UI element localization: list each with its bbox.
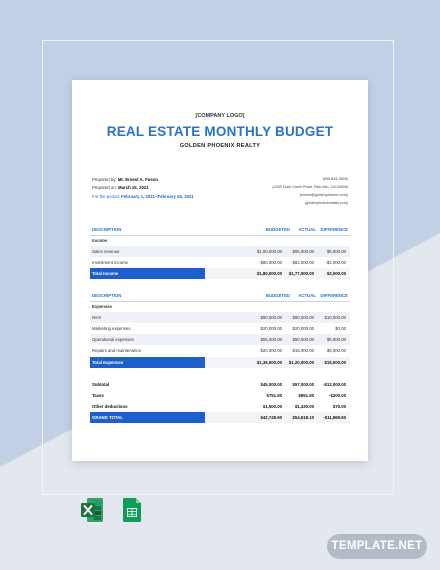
income-section-label — [90, 235, 350, 246]
period-label: For the period: — [92, 194, 120, 199]
company-name: GOLDEN PHOENIX REALTY — [179, 143, 261, 149]
period-line — [92, 194, 194, 199]
row-difference: -$200.00 — [329, 393, 346, 398]
row-budgeted: $751.50 — [266, 393, 282, 398]
table-row — [90, 334, 350, 345]
header-difference: DIFFERENCE — [320, 293, 348, 298]
grand-total-label: GRAND TOTAL — [90, 412, 205, 423]
section-label: Expenses — [92, 304, 113, 309]
row-budgeted: $80,000.00 — [260, 260, 282, 265]
excel-icon[interactable] — [80, 497, 104, 523]
row-actual: $82,000.00 — [292, 260, 314, 265]
template-net-badge[interactable]: TEMPLATE.NET — [327, 534, 427, 559]
prepared-on-value: March 15, 2021 — [118, 185, 149, 190]
prepared-on-label: Prepared on: — [92, 185, 117, 190]
section-label: Income — [92, 238, 108, 243]
row-actual: $20,000.00 — [292, 326, 314, 331]
header-budgeted: BUDGETED — [265, 293, 290, 298]
prepared-on-line — [92, 185, 149, 190]
row-actual: $57,000.00 — [292, 382, 314, 387]
row-budgeted: $1,00,000.00 — [256, 249, 282, 254]
total-expenses-label: Total Expenses — [90, 357, 205, 368]
taxes-row — [90, 390, 350, 401]
row-difference: $5,000.00 — [326, 249, 346, 254]
row-budgeted: $45,000.00 — [260, 382, 282, 387]
period-value: February 1, 2021–February 28, 2021 — [121, 194, 194, 199]
row-budgeted: $90,000.00 — [260, 315, 282, 320]
total-actual: $1,77,000.00 — [288, 271, 314, 276]
row-difference: $5,000.00 — [326, 337, 346, 342]
google-sheets-icon[interactable] — [120, 497, 144, 523]
row-description: Sales revenue — [92, 249, 120, 254]
contact-website: (goldenphoenixrealty.com) — [304, 201, 348, 205]
row-actual: $95,000.00 — [292, 249, 314, 254]
table-row — [90, 312, 350, 323]
prepared-by-line — [92, 177, 158, 182]
total-income-label: Total Income — [90, 268, 205, 279]
header-description: DESCRIPTION — [92, 293, 122, 298]
grand-total-budgeted: $42,748.50 — [260, 415, 282, 420]
header-description: DESCRIPTION — [92, 227, 122, 232]
row-difference: -$12,000.00 — [323, 382, 346, 387]
table-row — [90, 345, 350, 356]
row-actual: $951.50 — [298, 393, 314, 398]
row-description: Subtotal — [92, 382, 110, 387]
contact-email: (ernest@goldenphoenix.com) — [299, 193, 348, 197]
table-row — [90, 246, 350, 257]
prepared-by-label: Prepared by: — [92, 177, 117, 182]
row-difference: $5,000.00 — [326, 348, 346, 353]
row-description: Repairs and maintenance — [92, 348, 141, 353]
contact-phone: (650-843-4500) — [322, 177, 348, 181]
row-budgeted: $1,500.00 — [262, 404, 282, 409]
row-description: Investment income — [92, 260, 129, 265]
header-actual: ACTUAL — [298, 293, 316, 298]
row-description: Marketing expenses — [92, 326, 131, 331]
budget-document — [72, 80, 368, 461]
company-logo-placeholder: [COMPANY LOGO] — [195, 113, 245, 119]
row-difference: -$2,000.00 — [325, 260, 346, 265]
grand-total-actual: $54,618.10 — [292, 415, 314, 420]
header-difference: DIFFERENCE — [320, 227, 348, 232]
row-actual: $50,000.00 — [292, 337, 314, 342]
row-budgeted: $55,000.00 — [260, 337, 282, 342]
total-actual: $1,20,000.00 — [288, 360, 314, 365]
grand-total-row — [90, 412, 350, 423]
expense-section-label — [90, 301, 350, 312]
prepared-by-value: Mr. Ernest A. Fuson — [117, 177, 159, 182]
total-budgeted: $1,80,000.00 — [256, 271, 282, 276]
total-expenses-row — [90, 357, 350, 368]
row-actual: $15,000.00 — [292, 348, 314, 353]
row-budgeted: $20,000.00 — [260, 348, 282, 353]
header-budgeted: BUDGETED — [265, 227, 290, 232]
expense-table-header — [90, 290, 350, 302]
row-difference: $10,000.00 — [324, 315, 346, 320]
total-budgeted: $1,35,000.00 — [256, 360, 282, 365]
total-difference: $15,000.00 — [324, 360, 346, 365]
grand-total-difference: -$11,869.60 — [323, 415, 346, 420]
other-deductions-row — [90, 401, 350, 412]
row-description: Other deductions — [92, 404, 128, 409]
total-income-row — [90, 268, 350, 279]
contact-address: (4330 Duck Creek Road, Palo Alto, CA 94306) — [272, 185, 348, 189]
row-difference: $0.00 — [335, 326, 346, 331]
row-description: Taxes — [92, 393, 104, 398]
table-row — [90, 257, 350, 268]
row-difference: $70.00 — [332, 404, 346, 409]
row-actual: $80,000.00 — [292, 315, 314, 320]
row-description: Operational expenses — [92, 337, 134, 342]
row-budgeted: $20,000.00 — [260, 326, 282, 331]
document-title: REAL ESTATE MONTHLY BUDGET — [106, 124, 334, 139]
header-actual: ACTUAL — [298, 227, 316, 232]
subtotal-row — [90, 379, 350, 390]
row-actual: $1,430.00 — [294, 404, 314, 409]
total-difference: $3,000.00 — [326, 271, 346, 276]
table-row — [90, 323, 350, 334]
income-table-header — [90, 224, 350, 236]
row-description: Rent — [92, 315, 102, 320]
